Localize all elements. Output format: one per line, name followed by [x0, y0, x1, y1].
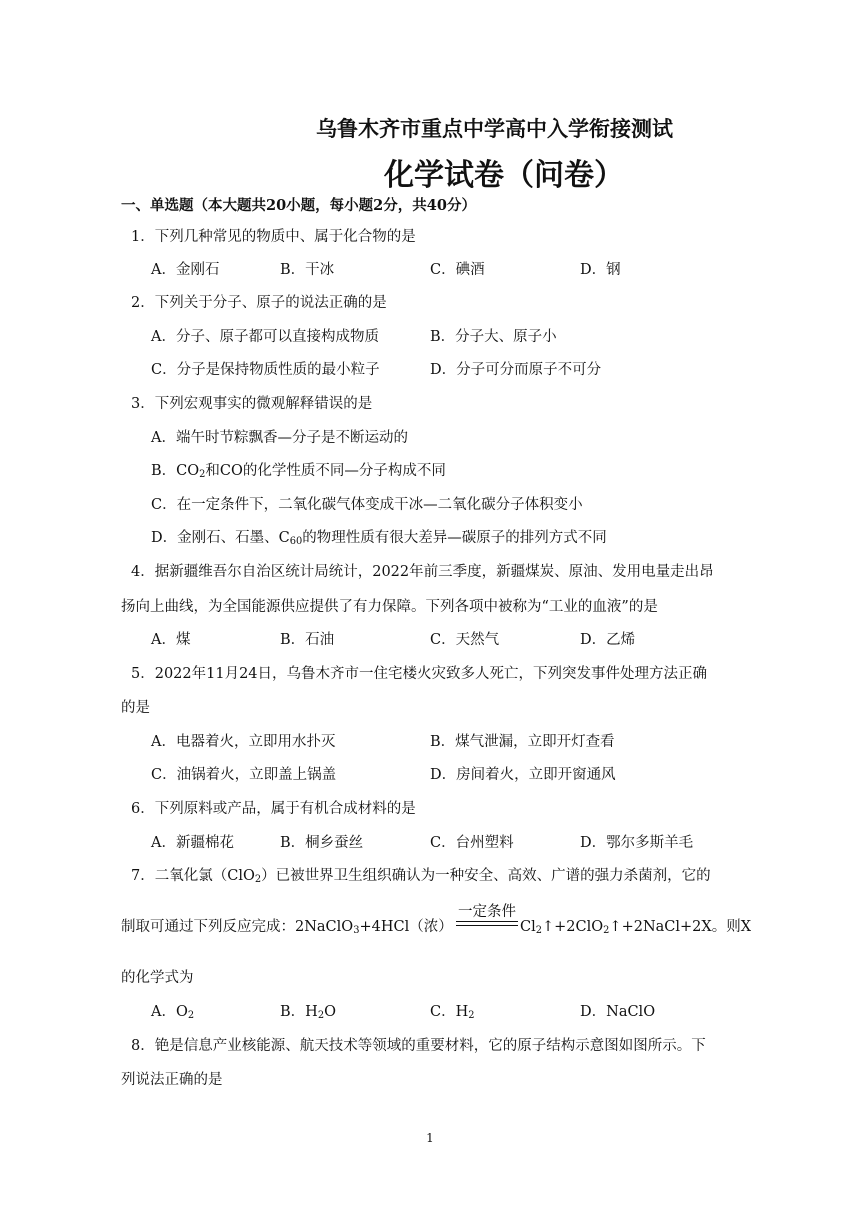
- q1-option-a: A．金刚石: [151, 262, 220, 278]
- q4-option-c: C．天然气: [430, 632, 500, 648]
- q4-option-a: A．煤: [151, 632, 191, 648]
- page-number: 1: [426, 1131, 434, 1145]
- question-1-stem: 1．下列几种常见的物质中、属于化合物的是: [131, 229, 416, 245]
- exam-subtitle: 化学试卷（问卷）: [384, 158, 624, 193]
- section-heading: 一、单选题（本大题共20小题，每小题2分，共40分）: [121, 197, 476, 214]
- question-5-line-2: 的是: [121, 700, 150, 716]
- q4-option-b: B．石油: [280, 632, 335, 648]
- question-7-line-3: 的化学式为: [121, 970, 194, 986]
- question-3-stem: 3．下列宏观事实的微观解释错误的是: [131, 396, 373, 412]
- q2-option-d: D．分子可分而原子不可分: [430, 362, 602, 378]
- q6-option-b: B．桐乡蚕丝: [280, 835, 364, 851]
- q1-option-d: D．钢: [580, 262, 621, 278]
- q3-option-b: B．$CO_2$和CO的化学性质不同—分子构成不同: [151, 463, 446, 480]
- q3-option-a: A．端午时节粽飘香—分子是不断运动的: [151, 430, 408, 446]
- question-4-line-1: 4．据新疆维吾尔自治区统计局统计，2022年前三季度，新疆煤炭、原油、发用电量走出昂: [131, 564, 714, 580]
- question-2-stem: 2．下列关于分子、原子的说法正确的是: [131, 295, 387, 311]
- question-8-line-2: 列说法正确的是: [121, 1072, 223, 1088]
- q5-option-b: B．煤气泄漏，立即开灯查看: [430, 734, 615, 750]
- q7-option-d: D．NaClO: [580, 1004, 656, 1020]
- q5-option-d: D．房间着火，立即开窗通风: [430, 767, 616, 783]
- question-7-equation-left: 制取可通过下列反应完成：2NaClO$_3$+4HCl（浓）: [121, 919, 453, 936]
- q2-option-b: B．分子大、原子小: [430, 329, 557, 345]
- exam-title: 乌鲁木齐市重点中学高中入学衔接测试: [316, 116, 673, 141]
- q2-option-a: A．分子、原子都可以直接构成物质: [151, 329, 379, 345]
- q7-option-b: B．$H_2O$: [280, 1004, 336, 1021]
- q3-option-c: C．在一定条件下，二氧化碳气体变成干冰—二氧化碳分子体积变小: [151, 497, 583, 513]
- q6-option-d: D．鄂尔多斯羊毛: [580, 835, 694, 851]
- q4-option-d: D．乙烯: [580, 632, 636, 648]
- question-7-line-1: 7．二氧化氯（ClO$_2$）已被世界卫生组织确认为一种安全、高效、广谱的强力杀菌剂，它的: [131, 868, 711, 885]
- equals-bar-bottom: [456, 925, 518, 926]
- question-4-line-2: 扬向上曲线，为全国能源供应提供了有力保障。下列各项中被称为“工业的血液”的是: [121, 599, 658, 615]
- question-5-line-1: 5．2022年11月24日，乌鲁木齐市一住宅楼火灾致多人死亡，下列突发事件处理方法正确: [131, 666, 708, 682]
- q2-option-c: C．分子是保持物质性质的最小粒子: [151, 362, 380, 378]
- question-6-stem: 6．下列原料或产品，属于有机合成材料的是: [131, 801, 416, 817]
- q1-option-b: B．干冰: [280, 262, 335, 278]
- q1-option-c: C．碘酒: [430, 262, 485, 278]
- question-8-line-1: 8．铯是信息产业核能源、航天技术等领域的重要材料，它的原子结构示意图如图所示。下: [131, 1038, 706, 1054]
- equals-bar-top: [456, 921, 518, 922]
- q7-option-a: A．$O_2$: [151, 1004, 195, 1021]
- question-7-equation-right: $Cl_2↑+2ClO_2↑+2NaCl+2X$。则X: [520, 919, 752, 936]
- q7-option-c: C．$H_2$: [430, 1004, 475, 1021]
- q6-option-c: C．台州塑料: [430, 835, 514, 851]
- q3-option-d: D．金刚石、石墨、$C_{60}$的物理性质有很大差异—碳原子的排列方式不同: [151, 530, 607, 547]
- q6-option-a: A．新疆棉花: [151, 835, 234, 851]
- q5-option-c: C．油锅着火，立即盖上锅盖: [151, 767, 337, 783]
- reaction-condition: 一定条件: [458, 904, 516, 920]
- q5-option-a: A．电器着火，立即用水扑灭: [151, 734, 336, 750]
